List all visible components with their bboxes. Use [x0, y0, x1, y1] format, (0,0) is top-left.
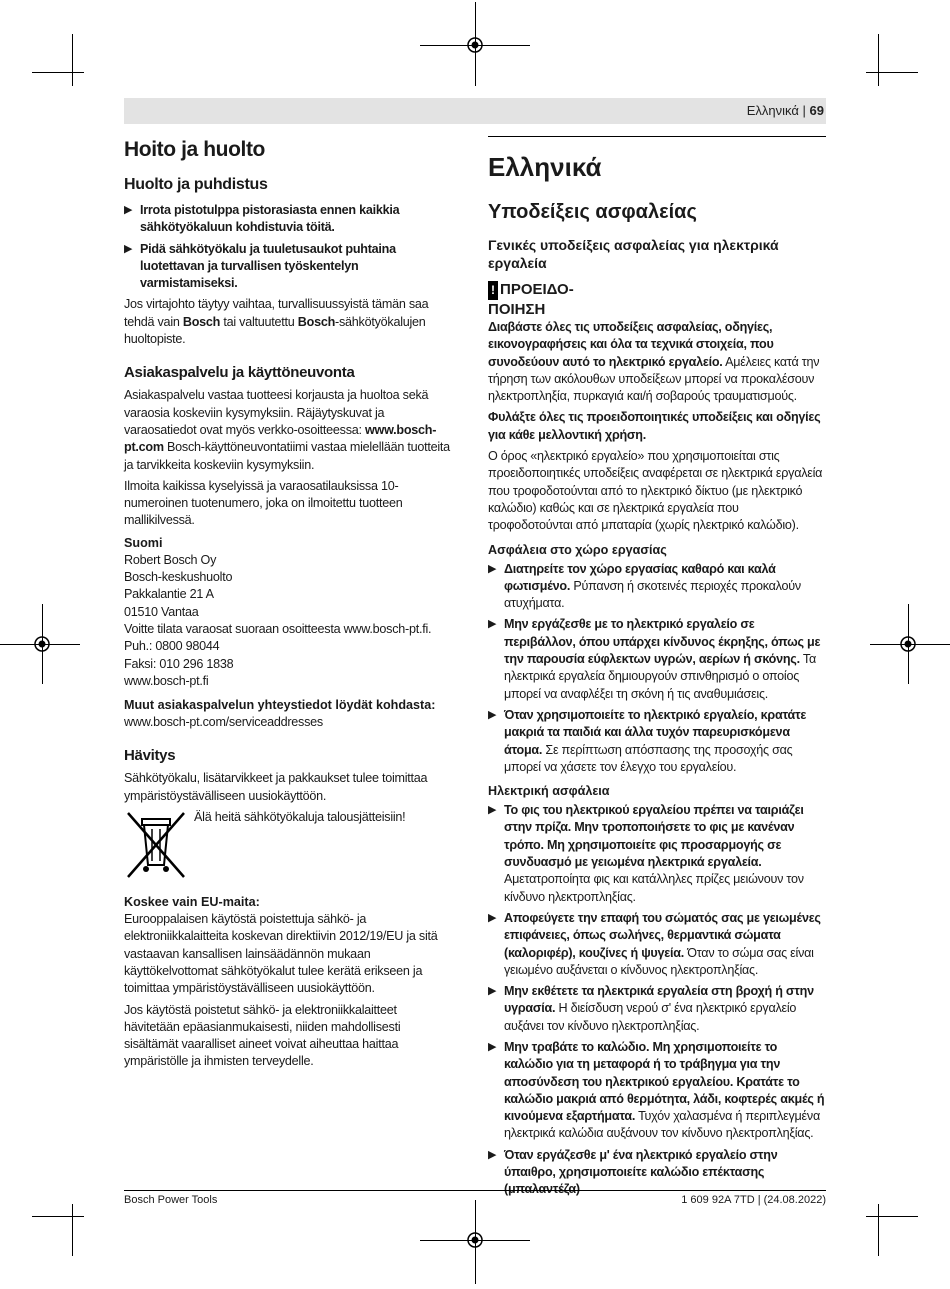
paragraph: Asiakaspalvelu vastaa tuotteesi korjausta ja huoltoa sekä varaosia koskeviin kysymyksiin. Räjäytyskuvat ja varaosatiedot ovat myös verkko-osoitteessa: www.bosch-pt.com Bosch-käyttöneuvontatiimi vastaa mielellään tuotteita ja tarvikkeita koskeviin kysymyksiin. — [124, 388, 450, 472]
paragraph: Ilmoita kaikissa kyselyissä ja varaosatilauksissa 10-numeroinen tuotenumero, joka on ilmoitettu tuotteen mallikilvessä. — [124, 478, 403, 528]
bullet-arrow-icon: ▶ — [124, 242, 133, 255]
rule — [488, 136, 826, 138]
address-block — [124, 552, 454, 690]
bullet-arrow-icon: ▶ — [488, 911, 497, 924]
crop-mark — [32, 1216, 84, 1217]
bullet-item: ▶ Διατηρείτε τον χώρο εργασίας καθαρό και καλά φωτισμένο. Ρύπανση ή σκοτεινές περιοχές προκαλούν ατυχήματα. — [488, 561, 801, 611]
subsection-title: Ηλεκτρική ασφάλεια — [488, 784, 610, 799]
crop-mark — [866, 72, 918, 73]
other-contacts-title: Muut asiakaspalvelun yhteystiedot löydät kohdasta: — [124, 698, 436, 713]
footer-right: 1 609 92A 7TD | (24.08.2022) — [681, 1194, 826, 1206]
subsection-title: Γενικές υποδείξεις ασφαλείας για ηλεκτρικά εργαλεία — [488, 237, 779, 271]
subsection-title: Hävitys — [124, 747, 176, 765]
subsection-title: Υποδείξεις ασφαλείας — [488, 201, 697, 223]
bullet-arrow-icon: ▶ — [488, 985, 497, 998]
header-band — [124, 98, 826, 124]
registration-mark-icon — [466, 1231, 484, 1249]
subsection-title: Ασφάλεια στο χώρο εργασίας — [488, 542, 667, 557]
crossed-bin-icon — [124, 809, 188, 881]
page-header — [747, 103, 824, 118]
page-number: 69 — [809, 103, 824, 118]
right-column — [488, 132, 826, 1203]
address-line: Faksi: 010 296 1838 — [124, 656, 234, 671]
address-link[interactable]: www.bosch-pt.fi — [124, 673, 209, 688]
paragraph: Jos käytöstä poistetut sähkö- ja elektroniikkalaitteet hävitetään epäasianmukaisesti, niiden mahdollisesti sisältämät vaaralliset aineet voivat aiheuttaa haittaa ympäristölle ja ihmisten terveydelle. — [124, 1002, 401, 1069]
crop-mark — [72, 34, 73, 86]
header-language: Ελληνικά — [746, 103, 799, 118]
bullet-item: ▶ Όταν εργάζεσθε μ' ένα ηλεκτρικό εργαλείο στην ύπαιθρο, χρησιμοποιείτε καλώδιο επέκτασης (μπαλαντέζα) — [488, 1147, 778, 1197]
address-line: 01510 Vantaa — [124, 604, 199, 619]
bullet-arrow-icon: ▶ — [488, 804, 497, 817]
paragraph: Jos virtajohto täytyy vaihtaa, turvallisuussyistä tämän saa tehdä vain Bosch tai valtuutettu Bosch-sähkötyökalujen huoltopiste. — [124, 297, 429, 347]
address-line: Bosch-keskushuolto — [124, 570, 233, 585]
crop-mark — [72, 1204, 73, 1256]
paragraph: Φυλάξτε όλες τις προειδοποιητικές υποδείξεις και οδηγίες για κάθε μελλοντική χρήση. — [488, 410, 821, 442]
crop-mark — [32, 72, 84, 73]
paragraph: Διαβάστε όλες τις υποδείξεις ασφαλείας, οδηγίες, εικονογραφήσεις και όλα τα τεχνικά στοιχεία, που συνοδεύουν αυτό το ηλεκτρικό εργαλείο. Αμέλειες κατά την τήρηση των ακόλουθων υποδείξεων μπορεί να προκαλέσουν ηλεκτροπληξία, πυρκαγιά και/ή σοβαρούς τραυματισμούς. — [488, 320, 820, 404]
bullet-arrow-icon: ▶ — [488, 1040, 497, 1053]
bullet-item: ▶ Αποφεύγετε την επαφή του σώματός σας με γειωμένες επιφάνειες, όπως σωλήνες, θερμαντικά σώματα (καλοριφέρ), κουζίνες ή ψυγεία. Όταν το σώμα σας είναι γειωμένο αυξάνεται ο κίνδυνος ηλεκτροπληξίας. — [488, 910, 821, 977]
registration-mark-icon — [899, 635, 917, 653]
bullet-item — [124, 202, 454, 237]
bullet-text: Pidä sähkötyökalu ja tuuletusaukot puhtaina luotettavan ja turvallisen työskentelyn varmistamiseksi. — [140, 241, 396, 291]
bullet-arrow-icon: ▶ — [488, 708, 497, 721]
disposal-note: Älä heitä sähkötyökaluja talousjätteisiin! — [194, 810, 406, 825]
eu-title: Koskee vain EU-maita: — [124, 895, 260, 910]
weee-row — [124, 809, 454, 881]
bullet-item: ▶ Το φις του ηλεκτρικού εργαλείου πρέπει να ταιριάζει στην πρίζα. Μην τροποποιήσετε το φις με κανέναν τρόπο. Μη χρησιμοποιείτε φις προσαρμογής σε συνδυασμό με γειωμένα ηλεκτρικά εργαλεία. Αμετατροποίητα φις και κατάλληλες πρίζες μειώνουν τον κίνδυνο ηλεκτροπληξίας. — [488, 803, 804, 904]
bullet-arrow-icon: ▶ — [488, 1148, 497, 1161]
link[interactable]: www.bosch-pt.com — [124, 422, 437, 455]
bullet-text: Irrota pistotulppa pistorasiasta ennen kaikkia sähkötyökaluun kohdistuvia töitä. — [140, 203, 400, 235]
crop-mark — [878, 34, 879, 86]
bullet-item: ▶ Όταν χρησιμοποιείτε το ηλεκτρικό εργαλείο, κρατάτε μακριά τα παιδιά και άλλα τυχόν παρευρισκόμενα άτομα. Σε περίπτωση απόσπασης της προσοχής σας μπορεί να χάσετε τον έλεγχο του εργαλείου. — [488, 707, 807, 774]
bullet-arrow-icon: ▶ — [488, 618, 497, 631]
bullet-arrow-icon: ▶ — [488, 562, 497, 575]
crop-mark — [866, 1216, 918, 1217]
paragraph: Eurooppalaisen käytöstä poistettuja sähkö- ja elektroniikkalaitteita koskevan direktiivin 2012/19/EU ja sitä vastaavan kansallisen lainsäädännön mukaan käyttökelvottomat sähkötyökalut tulee kerätä erikseen ja toimittaa ympäristöystävälliseen uusiokäyttöön. — [124, 912, 438, 996]
registration-mark-icon — [33, 635, 51, 653]
registration-mark-icon — [466, 36, 484, 54]
service-url[interactable]: www.bosch-pt.com/serviceaddresses — [124, 715, 323, 730]
crop-mark — [878, 1204, 879, 1256]
subsection-title: Huolto ja puhdistus — [124, 176, 268, 193]
address-line: Voitte tilata varaosat suoraan osoitteesta www.bosch-pt.fi. — [124, 621, 432, 636]
warning-label: ! ΠΡΟΕΙΔΟ- ΠΟΙΗΣΗ — [488, 281, 574, 318]
subsection-title: Asiakaspalvelu ja käyttöneuvonta — [124, 364, 355, 382]
section-title: Hoito ja huolto — [124, 138, 265, 161]
address-line: Puh.: 0800 98044 — [124, 639, 220, 654]
bullet-item: ▶ Μην τραβάτε το καλώδιο. Μη χρησιμοποιείτε το καλώδιο για τη μεταφορά ή το τράβηγμα για την αποσύνδεση του ηλεκτρικού εργαλείου. Κρατάτε το καλώδιο μακριά από θερμότητα, λάδι, κοφτερές ακμές ή κινούμενα εξαρτήματα. Τυχόν χαλασμένα ή περιπλεγμένα ηλεκτρικά καλώδια αυξάνουν τον κίνδυνο ηλεκτροπληξίας. — [488, 1039, 825, 1141]
left-column — [124, 132, 454, 1075]
header-separator: | — [802, 103, 806, 118]
section-title: Ελληνικά — [488, 152, 602, 182]
bullet-item: ▶ Μην εκθέτετε τα ηλεκτρικά εργαλεία στη βροχή ή στην υγρασία. Η διείσδυση νερού σ' ένα ηλεκτρικό εργαλείο αυξάνει τον κίνδυνο ηλεκτροπληξίας. — [488, 984, 814, 1033]
country-title: Suomi — [124, 535, 163, 550]
warning-triangle-icon: ! — [488, 281, 498, 300]
paragraph: Ο όρος «ηλεκτρικό εργαλείο» που χρησιμοποιείται στις προειδοποιητικές υποδείξεις αναφέρεται σε ηλεκτρικά εργαλεία που τροφοδοτούνται από το ηλεκτρικό δίκτυο (με ηλεκτρικό καλώδιο) καθώς και σε ηλεκτρικά εργαλεία που τροφοδοτούνται από μπαταρία (χωρίς ηλεκτρικό καλώδιο). — [488, 449, 823, 533]
warning-box — [488, 280, 826, 319]
page-footer — [124, 1190, 826, 1206]
bullet-item: ▶ Μην εργάζεσθε με το ηλεκτρικό εργαλείο σε περιβάλλον, όπου υπάρχει κίνδυνος έκρηξης, όπως με την παρουσία εύφλεκτων υγρών, αερίων ή σκόνης. Τα ηλεκτρικά εργαλεία δημιουργούν σπινθηρισμό ο οποίος μπορεί να αναφλέξει τη σκόνη ή τις αναθυμιάσεις. — [488, 617, 821, 701]
footer-left: Bosch Power Tools — [124, 1194, 218, 1206]
bullet-arrow-icon: ▶ — [124, 204, 133, 216]
address-line: Robert Bosch Oy — [124, 552, 217, 567]
address-line: Pakkalantie 21 A — [124, 587, 214, 602]
bullet-item — [124, 241, 454, 293]
paragraph: Sähkötyökalu, lisätarvikkeet ja pakkaukset tulee toimittaa ympäristöystävälliseen uusiokäyttöön. — [124, 771, 428, 803]
